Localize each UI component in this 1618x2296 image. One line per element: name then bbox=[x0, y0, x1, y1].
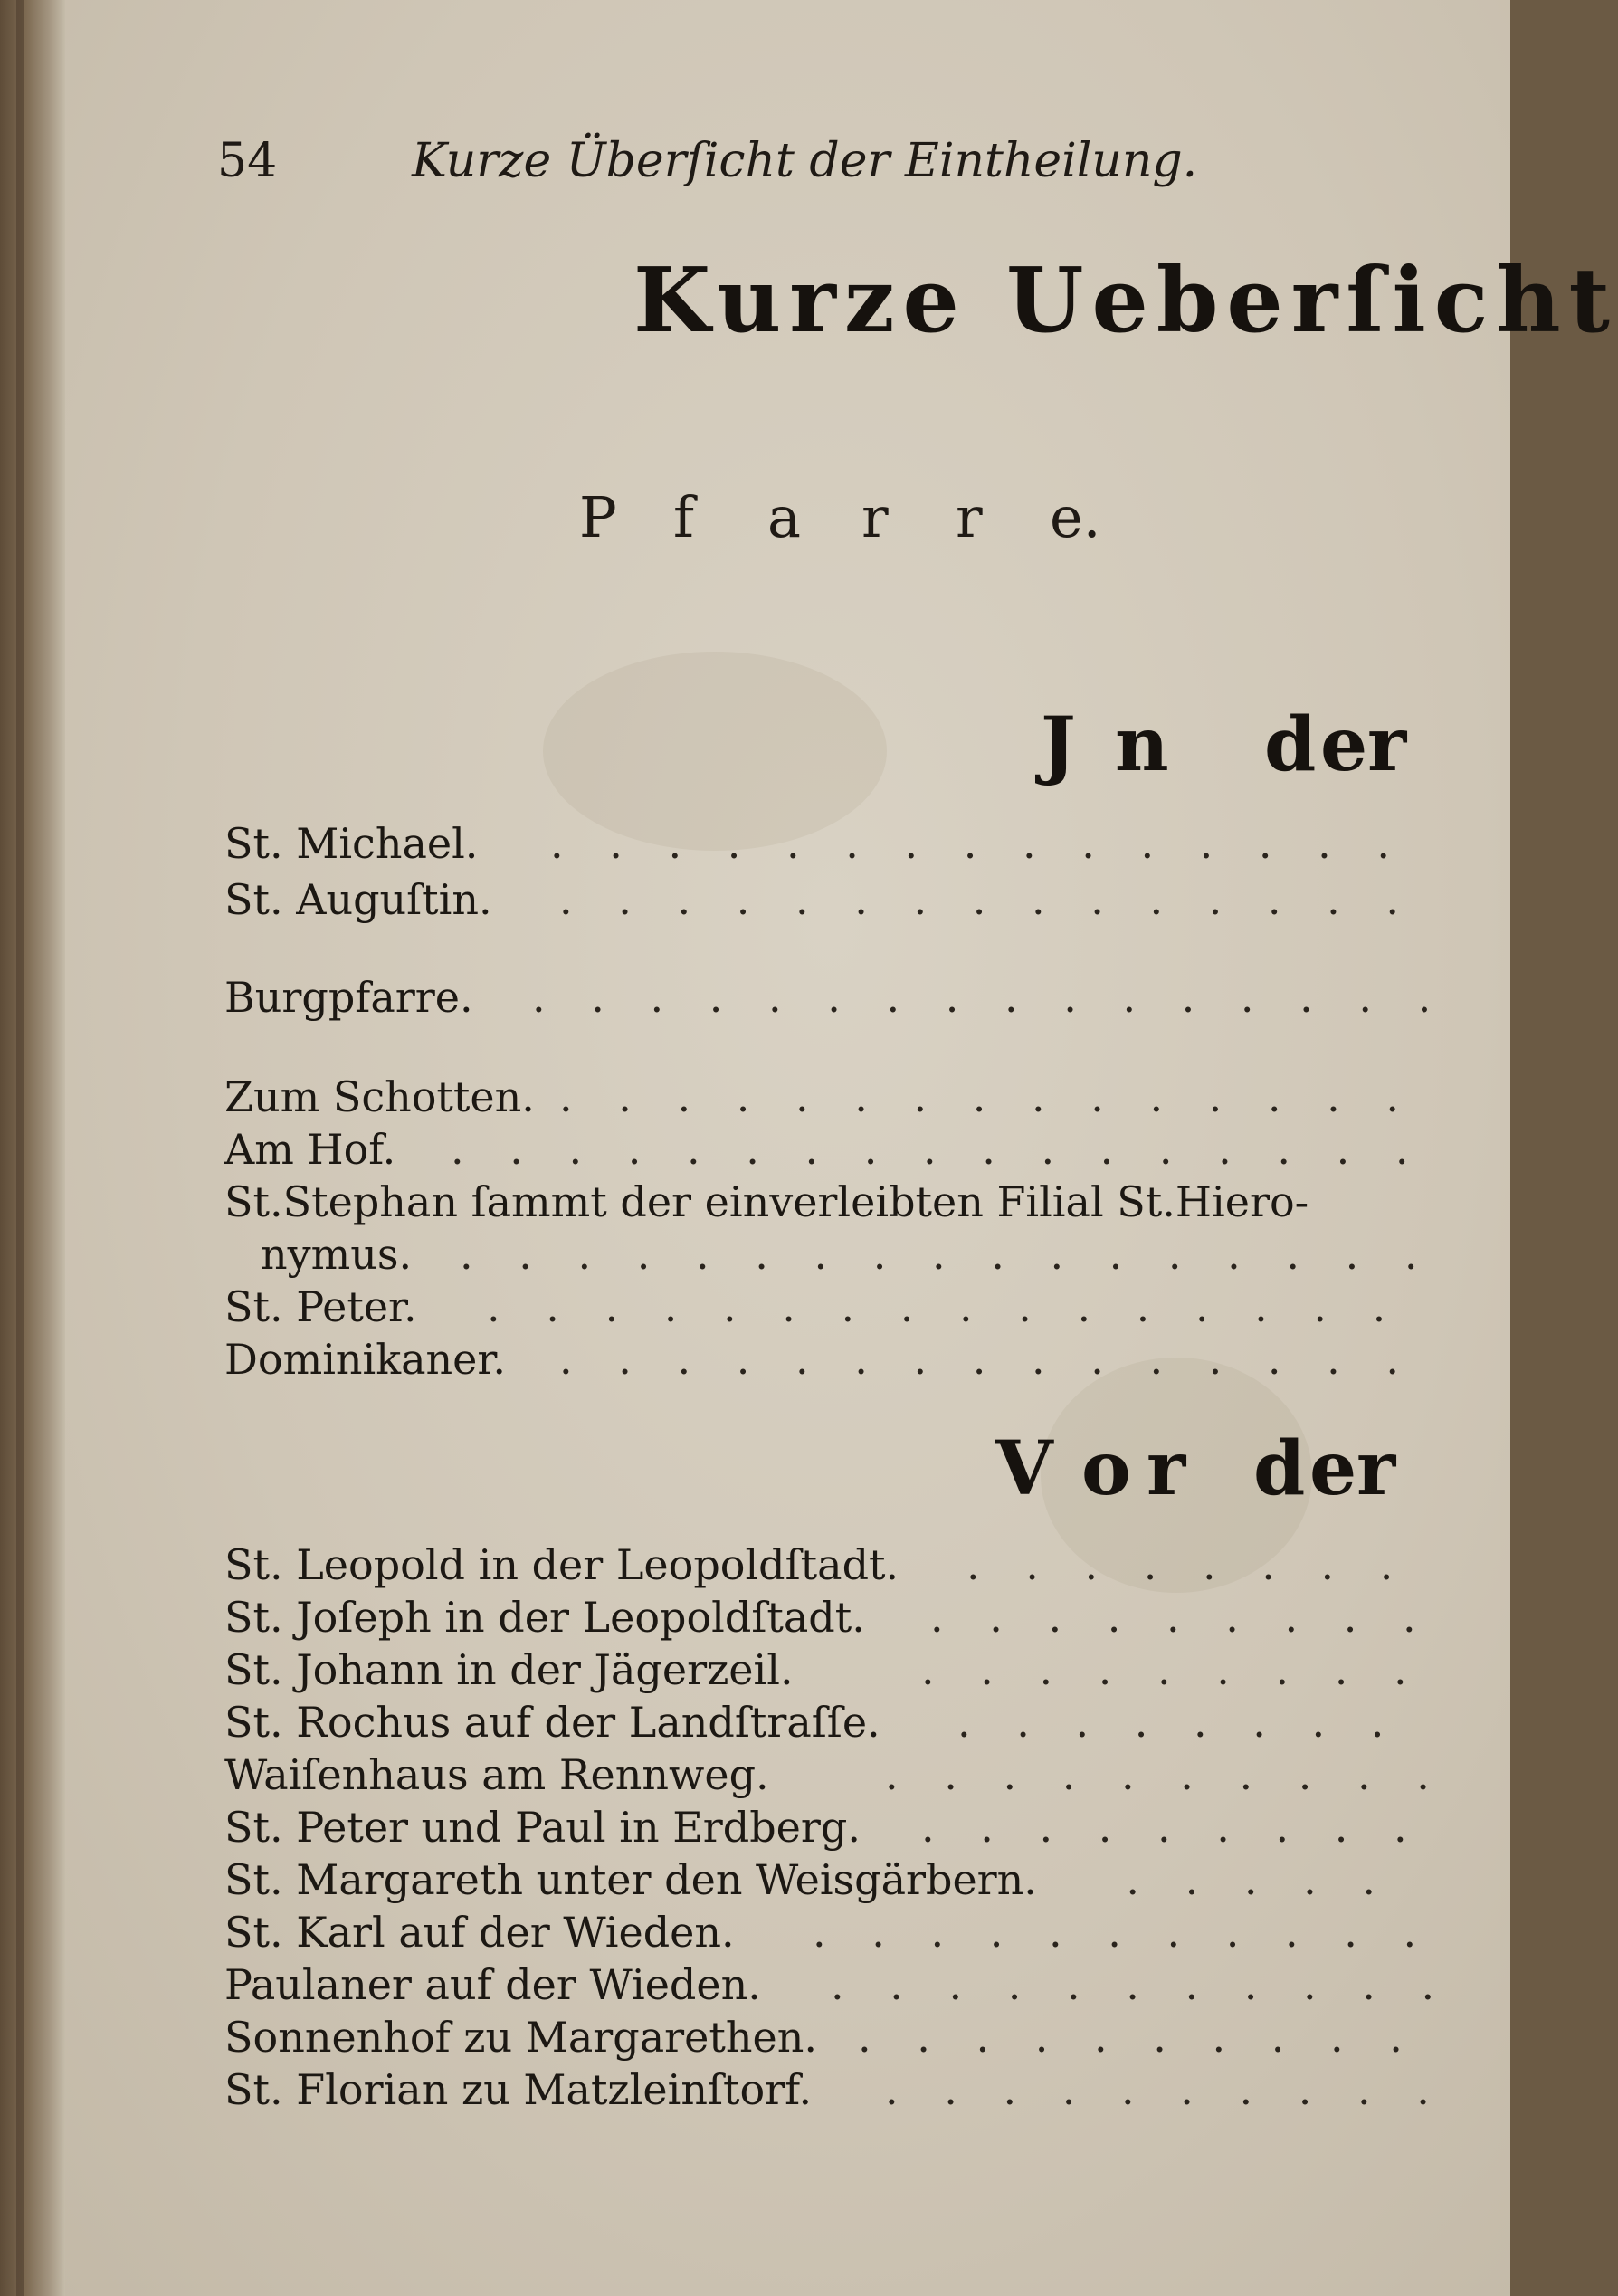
page-number: 54 bbox=[217, 134, 278, 188]
heading-letter: V bbox=[995, 1425, 1053, 1512]
dot-leader: . . . . . . . . . . bbox=[885, 2065, 1446, 2114]
dot-leader: . . . . . . . . . . . . . . . . . bbox=[451, 1125, 1425, 1174]
entry-row bbox=[224, 1230, 1434, 1284]
heading-letter: J bbox=[1041, 701, 1076, 788]
sub-title-letter: r bbox=[956, 484, 983, 550]
entry-row bbox=[224, 1750, 1446, 1805]
heading-letter: d bbox=[1253, 1425, 1306, 1512]
sub-title-letter: f bbox=[673, 484, 694, 550]
dot-leader: . . . . . . . . . . . . . . . . bbox=[532, 973, 1448, 1022]
entry-row bbox=[224, 1593, 1432, 1647]
dot-leader: . . . . . . . . . . . . . . . . . bbox=[460, 1230, 1434, 1279]
dot-leader: . . . . . . . . . . bbox=[885, 1750, 1446, 1799]
main-title: Kurze Ueberſicht bbox=[633, 249, 1618, 353]
dot-leader: . . . . . . . . . . . . . . . bbox=[559, 875, 1416, 924]
entry-row bbox=[224, 1540, 1410, 1595]
entry-label: Waiſenhaus am Rennweg. bbox=[224, 1750, 769, 1799]
dot-leader: . . . . . . . . . bbox=[930, 1593, 1432, 1642]
heading-letter: d bbox=[1264, 701, 1317, 788]
dot-leader: . . . . . . . . . . . . . . . bbox=[559, 1335, 1416, 1384]
entry-label: Paulaner auf der Wieden. bbox=[224, 1960, 761, 2009]
entry-label: St. Rochus auf der Landſtraſſe. bbox=[224, 1698, 880, 1747]
dot-leader: . . . . . . . . . . . bbox=[813, 1908, 1433, 1957]
entry-label: St. Joſeph in der Leopoldſtadt. bbox=[224, 1593, 865, 1642]
entry-label: St. Auguſtin. bbox=[224, 875, 492, 924]
dot-leader: . . . . . . . . . . . . . . . bbox=[559, 1072, 1416, 1121]
entry-row bbox=[224, 1177, 1392, 1232]
entry-row bbox=[224, 1335, 1416, 1389]
section-heading-in bbox=[1041, 701, 1407, 788]
dot-leader: . . . . . . . . . . . . . . . . bbox=[487, 1282, 1403, 1331]
dot-leader: . . . . . . . . . . bbox=[858, 2013, 1419, 2062]
entry-row bbox=[224, 973, 1448, 1027]
entry-label: St. Florian zu Matzleinſtorf. bbox=[224, 2065, 813, 2114]
entry-row bbox=[224, 1960, 1451, 2015]
entry-row bbox=[224, 1908, 1433, 1962]
entry-label: St. Peter und Paul in Erdberg. bbox=[224, 1803, 861, 1852]
entry-row bbox=[224, 1072, 1416, 1127]
entry-row bbox=[224, 1803, 1423, 1857]
entry-label: St. Johann in der Jägerzeil. bbox=[224, 1645, 794, 1694]
dot-leader: . . . . . . . . bbox=[957, 1698, 1401, 1747]
entry-row bbox=[224, 1855, 1392, 1910]
sub-title-letter: a bbox=[767, 484, 801, 550]
entry-label: St. Margareth unter den Weisgärbern. bbox=[224, 1855, 1037, 1904]
sub-title-letter: e. bbox=[1050, 484, 1101, 550]
dot-leader: . . . . . bbox=[1126, 1855, 1392, 1904]
heading-letter: r bbox=[1356, 1425, 1396, 1512]
entry-row bbox=[224, 819, 1407, 873]
dot-leader: . . . . . . . . . bbox=[921, 1645, 1423, 1694]
entry-label: St. Michael. bbox=[224, 819, 479, 868]
heading-letter: r bbox=[1367, 701, 1407, 788]
sub-title-letter: P bbox=[579, 484, 617, 550]
dot-leader: . . . . . . . . . . . . . . . bbox=[550, 819, 1407, 868]
entry-label: Dominikaner. bbox=[224, 1335, 506, 1384]
entry-row bbox=[224, 1698, 1401, 1752]
entry-label: Burgpfarre. bbox=[224, 973, 473, 1022]
entry-row bbox=[224, 875, 1416, 929]
heading-letter: n bbox=[1115, 701, 1169, 788]
entry-label: Am Hof. bbox=[224, 1125, 396, 1174]
heading-letter: e bbox=[1320, 701, 1368, 788]
entry-row bbox=[224, 1645, 1423, 1700]
book-spine bbox=[0, 0, 65, 2296]
entry-row bbox=[224, 1282, 1403, 1337]
entry-label: St. Peter. bbox=[224, 1282, 417, 1331]
entry-label: St.Stephan ſammt der einverleibten Filial St.Hiero- bbox=[224, 1177, 1309, 1226]
entry-label: Sonnenhof zu Margarethen. bbox=[224, 2013, 817, 2062]
dot-leader: . . . . . . . . . bbox=[921, 1803, 1423, 1852]
heading-letter: r bbox=[1147, 1425, 1186, 1512]
sub-title-letter: r bbox=[861, 484, 889, 550]
entry-row bbox=[224, 2065, 1446, 2120]
dot-leader: . . . . . . . . . . . bbox=[831, 1960, 1451, 2009]
entry-label: Zum Schotten. bbox=[224, 1072, 535, 1121]
heading-letter: e bbox=[1309, 1425, 1357, 1512]
section-heading-vor bbox=[995, 1425, 1403, 1512]
entry-row bbox=[224, 2013, 1419, 2067]
heading-letter: o bbox=[1081, 1425, 1131, 1512]
dot-leader: . . . . . . . . bbox=[966, 1540, 1410, 1589]
running-head bbox=[217, 134, 1213, 206]
entry-label: St. Leopold in der Leopoldſtadt. bbox=[224, 1540, 899, 1589]
spine-edge bbox=[16, 0, 24, 2296]
sub-title bbox=[579, 484, 1101, 557]
running-head-title: Kurze Überſicht der Eintheilung. bbox=[412, 134, 1198, 188]
entry-label: St. Karl auf der Wieden. bbox=[224, 1908, 735, 1957]
entry-label: nymus. bbox=[261, 1230, 413, 1279]
entry-row bbox=[224, 1125, 1425, 1179]
